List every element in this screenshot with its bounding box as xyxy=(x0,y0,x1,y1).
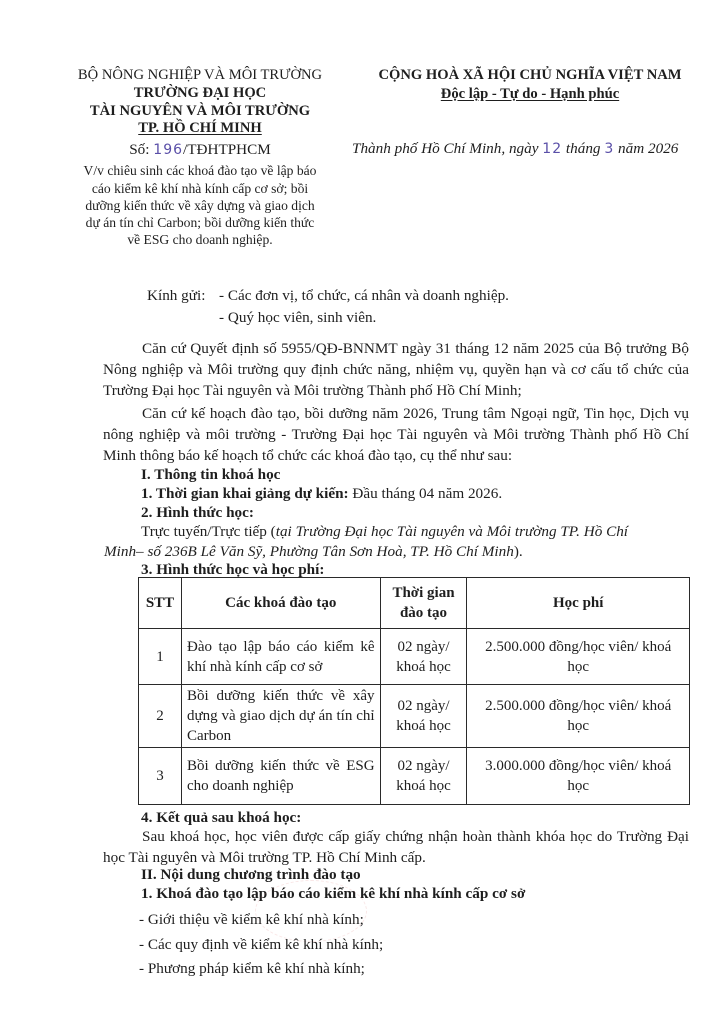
item-2-mode: Trực tuyến/Trực tiếp ( xyxy=(141,523,276,540)
item-2-location-line1: tại Trường Đại học Tài nguyên và Môi trường TP. Hồ Chí xyxy=(275,523,629,540)
row-fee: 3.000.000 đồng/học viên/ khoá học xyxy=(467,748,690,805)
date-month-label: tháng xyxy=(562,140,605,157)
row-course: Đào tạo lập báo cáo kiểm kê khí nhà kính cấp cơ sở xyxy=(181,629,380,685)
recipient-item-1: - Các đơn vị, tổ chức, cá nhân và doanh nghiệp. xyxy=(219,287,509,304)
row-stt: 2 xyxy=(139,685,182,748)
item-2-close: ). xyxy=(513,543,523,560)
header-fee: Học phí xyxy=(467,578,690,629)
table-header-row xyxy=(139,578,690,629)
issue-date xyxy=(352,138,678,160)
legal-basis-paragraph-2 xyxy=(103,403,689,466)
item-2-text-line1 xyxy=(141,521,628,542)
nation-title: CỘNG HOÀ XÃ HỘI CHỦ NGHĨA VIỆT NAM xyxy=(378,67,682,83)
course-1-item-1: - Giới thiệu về kiểm kê khí nhà kính; xyxy=(139,911,364,928)
header-course: Các khoá đào tạo xyxy=(181,578,380,629)
document-number-suffix: /TĐHTPHCM xyxy=(183,141,271,158)
row-course: Bồi dưỡng kiến thức về ESG cho doanh nghiệp xyxy=(181,748,380,805)
fee-table xyxy=(138,577,690,805)
subject-line-4: dự án tín chỉ Carbon; bồi dưỡng kiến thức xyxy=(85,215,315,230)
item-1-label: 1. Thời gian khai giảng dự kiến: xyxy=(141,485,349,502)
item-1-value: Đầu tháng 04 năm 2026. xyxy=(348,485,503,502)
table-row xyxy=(139,629,690,685)
document-number-value: 196 xyxy=(153,142,184,158)
section-2-title: II. Nội dung chương trình đào tạo xyxy=(141,866,361,883)
item-4-text: Sau khoá học, học viên được cấp giấy chứng nhận hoàn thành khóa học do Trường Đại học Tài nguyên và Môi trường TP. Hồ Chí Minh cấp. xyxy=(103,828,689,866)
item-4-paragraph xyxy=(103,826,689,868)
school-name-line2: TÀI NGUYÊN VÀ MÔI TRƯỜNG xyxy=(89,103,311,119)
table-row xyxy=(139,748,690,805)
row-duration: 02 ngày/ khoá học xyxy=(380,685,467,748)
school-name-line3 xyxy=(60,119,340,138)
section-1-title: I. Thông tin khoá học xyxy=(141,466,281,483)
row-stt: 3 xyxy=(139,748,182,805)
legal-basis-paragraph-1 xyxy=(103,338,689,401)
subject-line-5: về ESG cho doanh nghiệp. xyxy=(127,232,273,247)
row-fee: 2.500.000 đồng/học viên/ khoá học xyxy=(467,685,690,748)
legal-basis-1-text: Căn cứ Quyết định số 5955/QĐ-BNNMT ngày 31 tháng 12 năm 2025 của Bộ trưởng Bộ Nông nghiệp và Môi trường quy định chức năng, nhiệm vụ, quyền hạn và cơ cấu tổ chức của Trường Đại học Tài nguyên và Môi trường Thành phố Hồ Chí Minh; xyxy=(103,340,689,399)
date-month: 3 xyxy=(604,141,615,157)
school-name-line1: TRƯỜNG ĐẠI HỌC xyxy=(133,85,267,101)
item-4-label: 4. Kết quả sau khoá học: xyxy=(141,809,302,826)
subject-line-2: cáo kiểm kê khí nhà kính cấp cơ sở; bồi xyxy=(91,181,309,196)
date-prefix: Thành phố Hồ Chí Minh, ngày xyxy=(352,140,543,157)
date-year: năm 2026 xyxy=(614,140,679,157)
school-city: TP. HỒ CHÍ MINH xyxy=(138,120,262,136)
nation-motto-wrap xyxy=(340,85,720,104)
table-row xyxy=(139,685,690,748)
row-fee: 2.500.000 đồng/học viên/ khoá học xyxy=(467,629,690,685)
item-2-location-line2: Minh– số 236B Lê Văn Sỹ, Phường Tân Sơn Hoà, TP. Hồ Chí Minh xyxy=(104,543,514,560)
subject-line-3: dưỡng kiến thức về xây dựng và giao dịch xyxy=(85,198,315,213)
header-stt: STT xyxy=(139,578,182,629)
row-duration: 02 ngày/ khoá học xyxy=(380,629,467,685)
header-duration: Thời gian đào tạo xyxy=(380,578,467,629)
course-1-item-2: - Các quy định về kiểm kê khí nhà kính; xyxy=(139,936,384,953)
document-number xyxy=(60,139,340,161)
recipient-item-2: - Quý học viên, sinh viên. xyxy=(219,309,377,326)
item-2-label: 2. Hình thức học: xyxy=(141,504,254,521)
nation-motto: Độc lập - Tự do - Hạnh phúc xyxy=(440,86,620,102)
row-duration: 02 ngày/ khoá học xyxy=(380,748,467,805)
legal-basis-2-text: Căn cứ kế hoạch đào tạo, bồi dưỡng năm 2026, Trung tâm Ngoại ngữ, Tin học, Dịch vụ nông nghiệp và môi trường - Trường Đại học Tài nguyên và Môi trường Thành phố Hồ Chí Minh thông báo kế hoạch tổ chức các khoá đào tạo, cụ thể như sau: xyxy=(103,405,689,464)
item-1-start-date xyxy=(141,483,502,504)
date-day: 12 xyxy=(542,141,563,157)
recipients-label: Kính gửi: xyxy=(147,287,206,304)
document-number-label: Số: xyxy=(129,141,154,158)
course-1-title: 1. Khoá đào tạo lập báo cáo kiểm kê khí nhà kính cấp cơ sở xyxy=(141,885,526,902)
course-1-item-3: - Phương pháp kiểm kê khí nhà kính; xyxy=(139,960,365,977)
ministry-name: BỘ NÔNG NGHIỆP VÀ MÔI TRƯỜNG xyxy=(77,67,323,83)
row-stt: 1 xyxy=(139,629,182,685)
subject-line-1: V/v chiêu sinh các khoá đào tạo về lập báo xyxy=(83,163,317,178)
item-3-label: 3. Hình thức học và học phí: xyxy=(141,561,325,578)
row-course: Bồi dưỡng kiến thức về xây dựng và giao dịch dự án tín chỉ Carbon xyxy=(181,685,380,748)
